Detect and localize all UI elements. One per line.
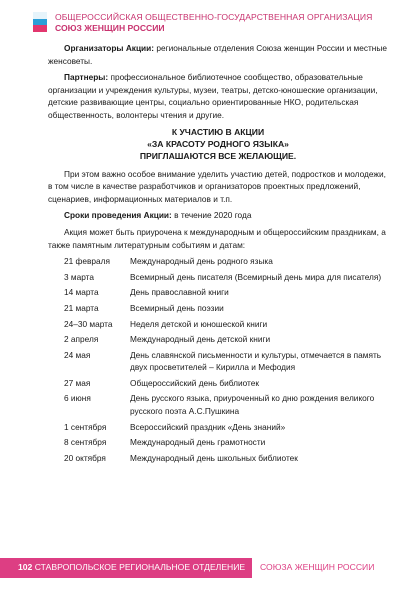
list-item: [48, 271, 388, 284]
heading-line-2: «ЗА КРАСОТУ РОДНОГО ЯЗЫКА»: [147, 138, 289, 149]
footer-department: СТАВРОПОЛЬСКОЕ РЕГИОНАЛЬНОЕ ОТДЕЛЕНИЕ: [32, 562, 246, 572]
organizers-text: региональные отделения Союза женщин России и местные женсоветы.: [48, 43, 387, 66]
dates-paragraph: [48, 209, 388, 222]
list-item: [48, 392, 388, 417]
heading-line-3: ПРИГЛАШАЮТСЯ ВСЕ ЖЕЛАЮЩИЕ.: [139, 150, 297, 161]
page-footer: [0, 558, 420, 578]
organizers-label: Организаторы Акции:: [64, 43, 155, 53]
list-item-date: 24–30 марта: [64, 318, 113, 329]
list-item: [48, 436, 388, 449]
list-item-date: 6 июня: [64, 393, 91, 404]
partners-paragraph: [48, 71, 388, 121]
list-item-event: День славянской письменности и культуры, отмечается в память двух просветителей – Кирилла и Мефодия: [130, 349, 382, 373]
flag-stripe-white: [33, 12, 47, 19]
list-item-date: 21 марта: [64, 302, 99, 313]
dates-text: в течение 2020 года: [171, 210, 252, 221]
list-item-event: Всероссийский праздник «День знаний»: [130, 421, 286, 432]
header-union-name: СОЮЗ ЖЕНЩИН РОССИИ: [55, 23, 165, 33]
dates-label: Сроки проведения Акции:: [64, 210, 172, 221]
page-header: [0, 0, 420, 40]
list-item-event: Международный день родного языка: [130, 256, 273, 267]
list-item-date: 14 марта: [64, 287, 99, 298]
list-item: [48, 255, 388, 268]
flag-stripe-red: [33, 25, 47, 32]
list-item-event: Всемирный день поэзии: [130, 302, 224, 313]
partners-text: профессиональное библиотечное сообщество, образовательные организации и учреждения культуры, музеи, театры, детско-юношеские организации, детские развивающие центры, социально ориентированные НКО, родительская общественность, волонтеры чтения и другие.: [48, 72, 378, 120]
list-item-date: 2 апреля: [64, 334, 99, 345]
list-item-date: 1 сентября: [64, 421, 107, 432]
partners-label: Партнеры:: [64, 72, 109, 83]
intro-paragraph: Акция может быть приурочена к международным и общероссийским праздникам, а также памятным литературным событиям и датам:: [48, 226, 386, 250]
list-item-event: День православной книги: [130, 287, 229, 298]
list-item: [48, 286, 388, 299]
header-organization: ОБЩЕРОССИЙСКАЯ ОБЩЕСТВЕННО-ГОСУДАРСТВЕННАЯ ОРГАНИЗАЦИЯ: [55, 12, 373, 22]
attention-paragraph: При этом важно особое внимание уделить участию детей, подростков и молодежи, в том числе в качестве разработчиков и организаторов проектных предложений, сценариев, информационных материалов и т.п.: [48, 168, 386, 204]
list-item: [48, 333, 388, 346]
list-item: [48, 377, 388, 390]
list-item: [48, 302, 388, 315]
list-item-date: 8 сентября: [64, 437, 107, 448]
footer-right-text: СОЮЗА ЖЕНЩИН РОССИИ: [260, 562, 375, 572]
list-item-event: Международный день грамотности: [130, 437, 266, 448]
list-item-event: Международный день детской книги: [130, 334, 271, 345]
list-item: [48, 318, 388, 331]
list-item-event: Неделя детской и юношеской книги: [130, 318, 268, 329]
flag-stripe-blue: [33, 19, 47, 26]
list-item-event: Общероссийский день библиотек: [130, 377, 259, 388]
heading-line-1: К УЧАСТИЮ В АКЦИИ: [171, 126, 265, 137]
page-number: 102: [18, 562, 33, 572]
invitation-heading: [48, 126, 388, 162]
list-item-date: 3 марта: [64, 271, 94, 282]
list-item-event: Всемирный день писателя (Всемирный день мира для писателя): [130, 271, 382, 282]
list-item-date: 21 февраля: [64, 256, 110, 267]
list-item-date: 20 октября: [64, 452, 106, 463]
list-item: [48, 349, 388, 374]
organizers-paragraph: [48, 42, 388, 67]
main-content: [48, 42, 388, 467]
list-item-event: День русского языка, приуроченный ко дню рождения великого русского поэта А.С.Пушкина: [130, 393, 375, 417]
list-item-date: 24 мая: [64, 349, 91, 360]
list-item-event: Международный день школьных библиотек: [130, 452, 298, 463]
flag-logo: [33, 12, 47, 32]
list-item: [48, 421, 388, 434]
list-item: [48, 452, 388, 465]
dates-list: [48, 255, 388, 464]
list-item-date: 27 мая: [64, 377, 91, 388]
footer-left-text: [18, 562, 245, 572]
